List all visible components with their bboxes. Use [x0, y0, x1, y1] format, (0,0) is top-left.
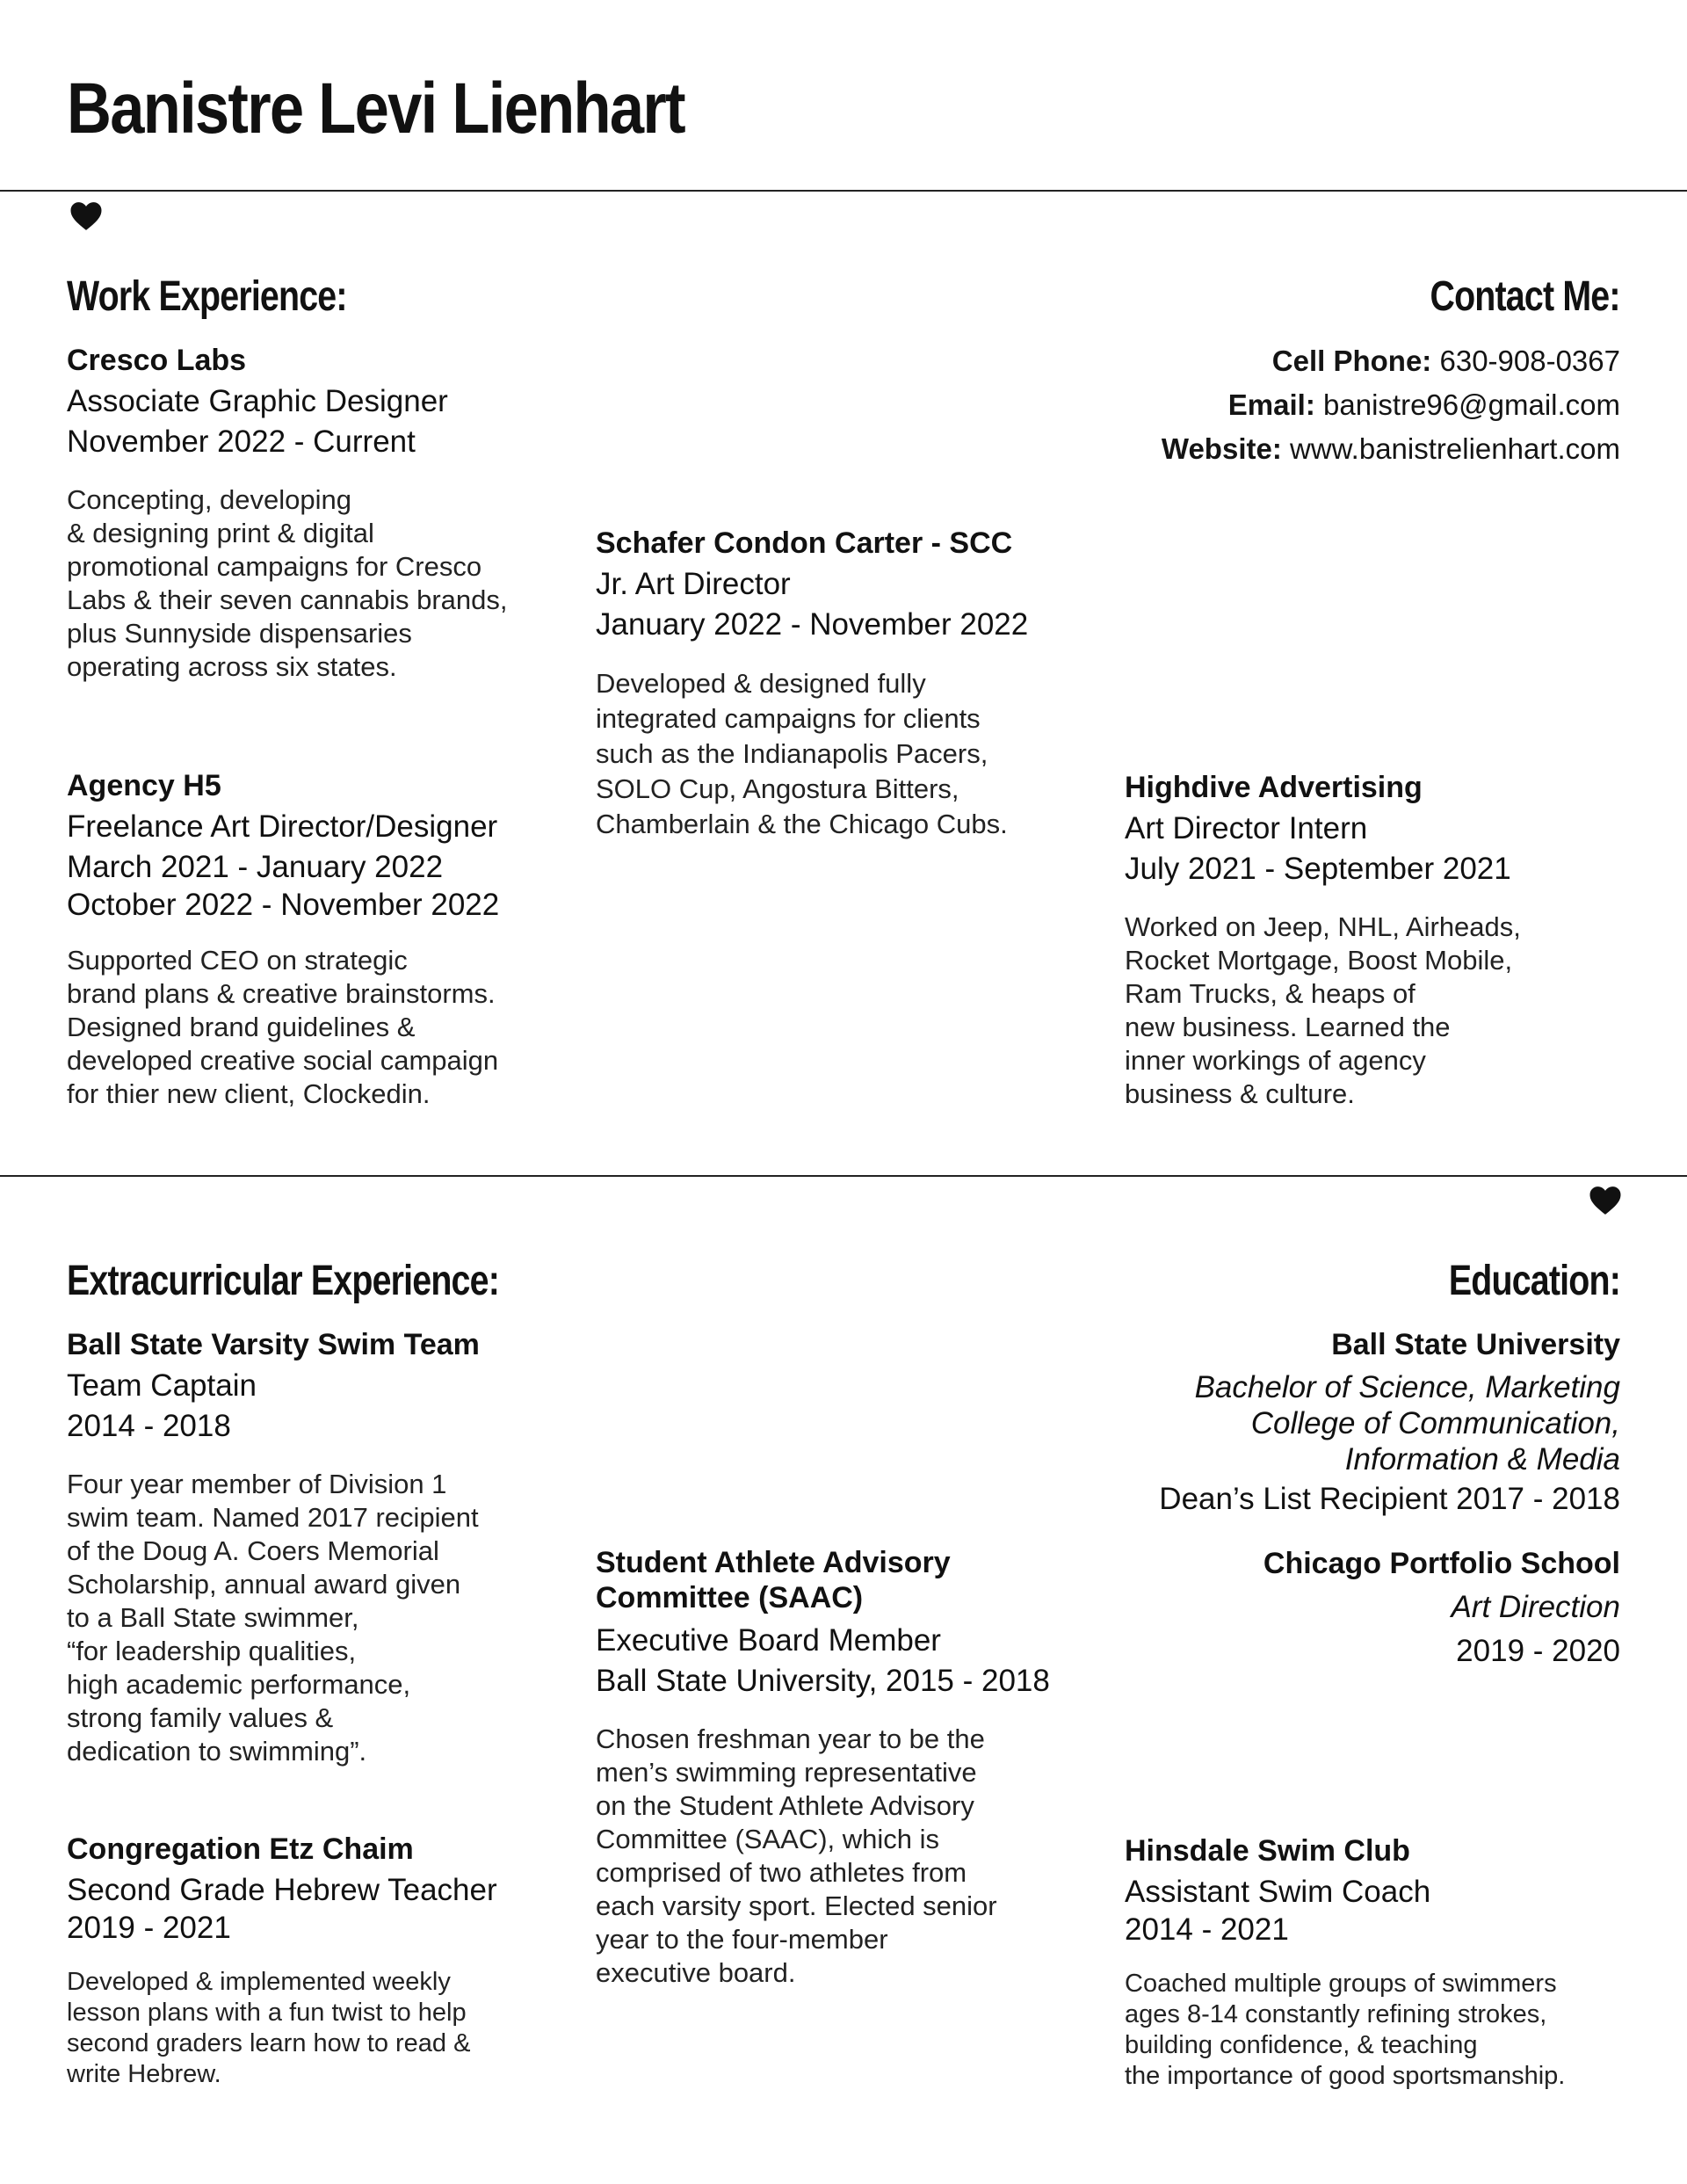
- work-entry-cresco: [67, 339, 576, 684]
- contact-phone: [1162, 339, 1620, 383]
- entry-org: Chicago Portfolio School: [1263, 1547, 1620, 1580]
- heart-icon: [1588, 1183, 1623, 1218]
- work-entry-highdive: [1125, 766, 1634, 1111]
- top-divider: [0, 190, 1687, 192]
- entry-description: Worked on Jeep, NHL, Airheads, Rocket Mortgage, Boost Mobile, Ram Trucks, & heaps of new business. Learned the inner workings of agency business & culture.: [1125, 911, 1521, 1109]
- entry-dates: 2014 - 2021: [1125, 1912, 1289, 1947]
- email-link[interactable]: banistre96@gmail.com: [1323, 388, 1620, 421]
- contact-section-title: Contact Me:: [1430, 273, 1620, 320]
- entry-dates-second: October 2022 - November 2022: [67, 888, 500, 922]
- entry-description: Developed & designed fully integrated campaigns for clients such as the Indianapolis Pacers, SOLO Cup, Angostura Bitters, Chamberlain & the Chicago Cubs.: [596, 668, 1008, 839]
- contact-website: [1162, 427, 1620, 471]
- entry-role: Associate Graphic Designer: [67, 384, 448, 418]
- entry-description: Concepting, developing & designing print & digital promotional campaigns for Cresco Labs & their seven cannabis brands, plus Sunnyside dispensaries operating across six states.: [67, 484, 508, 682]
- entry-org: Schafer Condon Carter - SCC: [596, 526, 1013, 560]
- entry-role: Art Director Intern: [1125, 811, 1368, 845]
- website-label: Website:: [1161, 432, 1282, 465]
- phone-value[interactable]: 630-908-0367: [1439, 345, 1620, 377]
- program-line: Art Direction: [1451, 1590, 1620, 1624]
- work-section-title: Work Experience:: [67, 273, 347, 320]
- entry-dates: 2014 - 2018: [67, 1409, 231, 1443]
- degree-line: Bachelor of Science, Marketing: [1194, 1370, 1620, 1404]
- entry-description: Chosen freshman year to be the men’s swimming representative on the Student Athlete Advisory Committee (SAAC), which is comprised of two athletes from each varsity sport. Elected senior year to the four-member executive board.: [596, 1723, 997, 1988]
- entry-org: Ball State Varsity Swim Team: [67, 1328, 480, 1361]
- extra-entry-swim: [67, 1324, 576, 1768]
- entry-org: Cresco Labs: [67, 344, 247, 377]
- entry-org: Student Athlete Advisory: [596, 1546, 951, 1579]
- entry-description: Coached multiple groups of swimmers ages 8-14 constantly refining strokes, building confidence, & teaching the importance of good sportsmanship.: [1125, 1970, 1566, 2090]
- entry-org: Agency H5: [67, 769, 221, 802]
- entry-role: Executive Board Member: [596, 1623, 941, 1658]
- entry-dates: Ball State University, 2015 - 2018: [596, 1664, 1050, 1698]
- entry-dates: January 2022 - November 2022: [596, 607, 1029, 642]
- website-link[interactable]: www.banistrelienhart.com: [1290, 432, 1620, 465]
- entry-role: Freelance Art Director/Designer: [67, 809, 498, 844]
- entry-description: Four year member of Division 1 swim team. Named 2017 recipient of the Doug A. Coers Memorial Scholarship, annual award given to a Ball State swimmer, “for leadership qualities, high academic performance, strong family values & dedication to swimming”.: [67, 1469, 479, 1767]
- entry-role: Team Captain: [67, 1368, 257, 1403]
- extra-entry-etz: [67, 1828, 576, 2090]
- entry-description: Supported CEO on strategic brand plans & creative brainstorms. Designed brand guidelines & developed creative social campaign for thier new client, Clockedin.: [67, 945, 499, 1109]
- work-entry-h5: [67, 765, 576, 1111]
- entry-dates: 2019 - 2020: [1456, 1634, 1620, 1668]
- entry-role: Second Grade Hebrew Teacher: [67, 1873, 497, 1907]
- middle-divider: [0, 1175, 1687, 1177]
- entry-org: Highdive Advertising: [1125, 771, 1423, 804]
- extra-entry-hinsdale: [1125, 1830, 1634, 2092]
- entry-dates: July 2021 - September 2021: [1125, 852, 1511, 886]
- entry-role: Jr. Art Director: [596, 567, 791, 601]
- entry-org-second-line: Committee (SAAC): [596, 1581, 864, 1614]
- education-entry-bsu: [1111, 1324, 1620, 1520]
- work-entry-scc: [596, 522, 1105, 842]
- contact-block: [1162, 339, 1620, 471]
- entry-role: Assistant Swim Coach: [1125, 1875, 1431, 1909]
- extracurricular-section-title: Extracurricular Experience:: [67, 1258, 499, 1304]
- contact-email: [1162, 383, 1620, 427]
- entry-dates: 2019 - 2021: [67, 1911, 231, 1945]
- honor-line: Dean’s List Recipient 2017 - 2018: [1159, 1482, 1620, 1516]
- education-entry-cps: [1111, 1542, 1620, 1672]
- entry-org: Congregation Etz Chaim: [67, 1832, 414, 1866]
- entry-description: Developed & implemented weekly lesson plans with a fun twist to help second graders learn how to read & write Hebrew.: [67, 1968, 471, 2088]
- entry-org: Ball State University: [1331, 1328, 1620, 1361]
- entry-dates: March 2021 - January 2022: [67, 850, 444, 884]
- entry-dates: November 2022 - Current: [67, 424, 416, 459]
- heart-icon: [69, 199, 104, 234]
- degree-college: College of Communication,: [1250, 1406, 1620, 1440]
- extra-entry-saac: [596, 1545, 1105, 1990]
- email-label: Email:: [1227, 388, 1315, 421]
- resume-name: Banistre Levi Lienhart: [67, 69, 684, 149]
- education-section-title: Education:: [1448, 1258, 1620, 1304]
- degree-college-second: Information & Media: [1344, 1442, 1620, 1477]
- phone-label: Cell Phone:: [1271, 345, 1432, 377]
- entry-org: Hinsdale Swim Club: [1125, 1834, 1410, 1868]
